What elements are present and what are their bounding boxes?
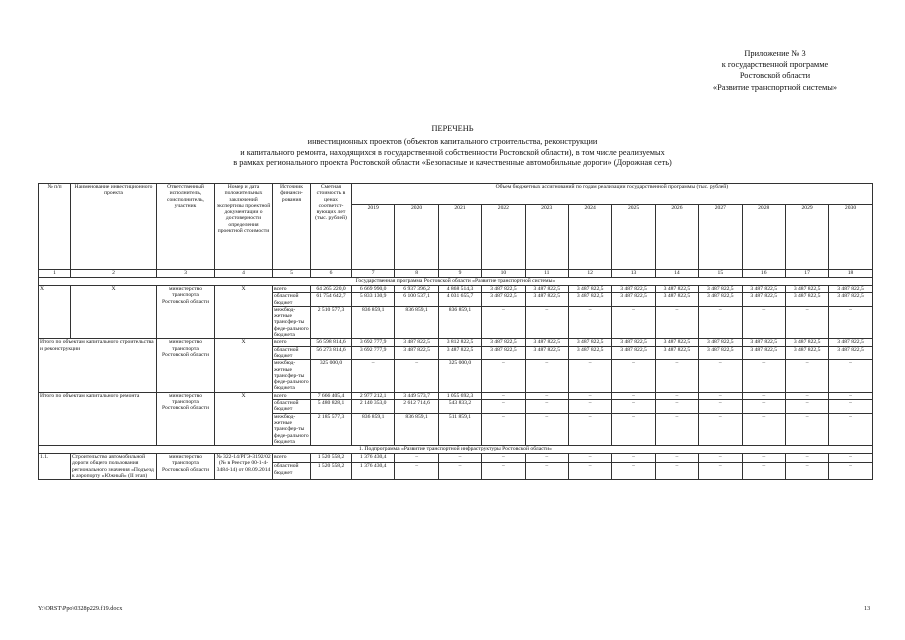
year-value-2028: – xyxy=(742,454,785,463)
year-value-2030: – xyxy=(829,392,872,399)
year-value-2030: – xyxy=(829,413,872,445)
funding-source: межбюд-жетные трансфер-ты феде-рального бюджета xyxy=(274,413,309,445)
estimated-cost: 2 185 577,3 xyxy=(311,413,352,445)
investment-projects-table xyxy=(38,183,873,480)
estimated-cost: 56 598 814,6 xyxy=(311,339,352,346)
table-row xyxy=(39,339,873,346)
year-value-2020: 836 859,1 xyxy=(395,306,438,338)
year-value-2021: 3 487 822,5 xyxy=(438,346,481,360)
year-value-2026: – xyxy=(655,463,698,480)
funding-source: областной бюджет xyxy=(273,400,311,414)
header-num: № п/п xyxy=(39,184,71,270)
appendix-line-2: к государственной программе xyxy=(721,60,829,70)
estimated-cost: 1 520 558,2 xyxy=(311,463,352,480)
year-value-2023: 3 487 822,5 xyxy=(525,339,568,346)
column-number: 13 xyxy=(612,270,655,278)
year-header-2026: 2026 xyxy=(655,205,698,270)
year-value-2019: 836 859,1 xyxy=(352,413,395,445)
year-value-2021: – xyxy=(438,454,481,463)
year-value-2021: 3 812 822,5 xyxy=(438,339,481,346)
year-value-2021: 543 833,2 xyxy=(438,400,481,414)
estimated-cost: 64 265 220,0 xyxy=(311,286,352,293)
funding-source: областной бюджет xyxy=(273,463,311,480)
year-value-2029: – xyxy=(785,463,828,480)
year-value-2023: – xyxy=(525,400,568,414)
year-value-2024: 3 487 822,5 xyxy=(568,293,611,307)
subprogram-title-row xyxy=(39,446,873,454)
year-value-2025: – xyxy=(612,400,655,414)
estimated-cost: 2 510 577,3 xyxy=(311,306,352,338)
column-number: 5 xyxy=(273,270,311,278)
year-value-2030: – xyxy=(829,306,872,338)
year-header-2025: 2025 xyxy=(612,205,655,270)
year-value-2028: 3 487 822,5 xyxy=(742,339,785,346)
year-value-2019: 6 669 990,0 xyxy=(352,286,395,293)
appendix-header xyxy=(660,48,890,93)
year-value-2030: 3 487 822,5 xyxy=(829,286,872,293)
column-number: 8 xyxy=(395,270,438,278)
document-title xyxy=(0,124,905,169)
project-executor: министерство транспорта Ростовской области xyxy=(157,454,215,480)
year-value-2026: 3 487 822,5 xyxy=(655,346,698,360)
year-value-2021: – xyxy=(438,463,481,480)
year-value-2027: – xyxy=(699,400,742,414)
project-expertise: X xyxy=(215,339,273,392)
year-value-2020: 6 937 396,2 xyxy=(395,286,438,293)
year-value-2023: – xyxy=(525,454,568,463)
project-expertise: X xyxy=(215,392,273,445)
year-value-2027: – xyxy=(699,306,742,338)
year-value-2025: 3 487 822,5 xyxy=(612,293,655,307)
year-value-2020: 2 612 714,6 xyxy=(395,400,438,414)
year-value-2026: – xyxy=(655,454,698,463)
year-value-2028: – xyxy=(742,413,785,445)
column-number: 15 xyxy=(699,270,742,278)
year-value-2021: 325 000,0 xyxy=(438,360,481,392)
funding-source: всего xyxy=(273,286,311,293)
year-value-2024: – xyxy=(568,413,611,445)
year-value-2026: 3 487 822,5 xyxy=(655,339,698,346)
project-name: Итого по объектам капитального ремонта xyxy=(39,392,157,445)
year-value-2021: 836 859,1 xyxy=(438,306,481,338)
year-header-2019: 2019 xyxy=(352,205,395,270)
column-number: 4 xyxy=(215,270,273,278)
appendix-line-4: «Развитие транспортной системы» xyxy=(712,82,838,92)
year-value-2020: 3 487 822,5 xyxy=(395,346,438,360)
year-value-2021: 4 868 514,3 xyxy=(438,286,481,293)
year-value-2026: – xyxy=(655,306,698,338)
project-num: X xyxy=(39,286,71,339)
year-value-2030: – xyxy=(829,463,872,480)
year-header-2021: 2021 xyxy=(438,205,481,270)
year-value-2021: 1 055 692,3 xyxy=(438,392,481,399)
header-volume: Объем бюджетных ассигнований по годам реализации государственной программы (тыс. рублей) xyxy=(352,184,873,205)
project-name: Строительство автомобильной дороги общего пользования регионального значения «Подъезд к аэропорту «Южный» (II этап) xyxy=(71,454,157,480)
year-value-2020: 6 100 537,1 xyxy=(395,293,438,307)
year-value-2024: – xyxy=(568,454,611,463)
year-value-2021: 4 031 655,7 xyxy=(438,293,481,307)
year-value-2029: 3 487 822,5 xyxy=(785,339,828,346)
year-value-2024: – xyxy=(568,360,611,392)
year-value-2019: 1 376 430,4 xyxy=(352,463,395,480)
funding-source: областной бюджет xyxy=(273,346,311,360)
appendix-line-3: Ростовской области xyxy=(739,71,811,81)
year-value-2026: – xyxy=(655,400,698,414)
year-value-2026: 3 487 822,5 xyxy=(655,286,698,293)
project-executor: министерство транспорта Ростовской области xyxy=(157,392,215,445)
year-value-2024: – xyxy=(568,306,611,338)
year-value-2029: – xyxy=(785,454,828,463)
table-row xyxy=(39,392,873,399)
column-number: 7 xyxy=(352,270,395,278)
year-value-2025: – xyxy=(612,306,655,338)
year-value-2022: – xyxy=(482,392,525,399)
year-value-2019: 5 833 130,9 xyxy=(352,293,395,307)
year-value-2022: 3 487 822,5 xyxy=(482,339,525,346)
header-expertise: Номер и дата положительных заключений экспертизы проектной документации о достоверности определения проектной стоимости xyxy=(215,184,273,270)
year-value-2023: – xyxy=(525,360,568,392)
funding-source: межбюд-жетные трансфер-ты феде-рального бюджета xyxy=(274,306,309,339)
year-value-2029: 3 487 822,5 xyxy=(785,346,828,360)
year-value-2020: 836 859,1 xyxy=(395,413,438,445)
column-number: 18 xyxy=(829,270,872,278)
year-header-2022: 2022 xyxy=(482,205,525,270)
column-number: 6 xyxy=(311,270,352,278)
year-value-2028: – xyxy=(742,306,785,338)
year-value-2024: 3 487 822,5 xyxy=(568,339,611,346)
year-value-2025: – xyxy=(612,360,655,392)
estimated-cost: 325 000,0 xyxy=(311,360,352,392)
year-value-2019: 836 859,1 xyxy=(352,306,395,338)
year-value-2022: 3 487 822,5 xyxy=(482,286,525,293)
year-header-2030: 2030 xyxy=(829,205,872,270)
year-value-2028: 3 487 822,5 xyxy=(742,286,785,293)
column-number: 17 xyxy=(785,270,828,278)
funding-source: всего xyxy=(273,392,311,399)
year-value-2025: – xyxy=(612,454,655,463)
year-value-2025: – xyxy=(612,463,655,480)
year-value-2022: 3 487 822,5 xyxy=(482,346,525,360)
year-value-2027: – xyxy=(699,463,742,480)
column-number: 11 xyxy=(525,270,568,278)
year-header-2024: 2024 xyxy=(568,205,611,270)
year-value-2029: – xyxy=(785,400,828,414)
year-value-2028: – xyxy=(742,400,785,414)
year-value-2023: – xyxy=(525,306,568,338)
year-value-2029: – xyxy=(785,306,828,338)
year-value-2024: 3 487 822,5 xyxy=(568,286,611,293)
column-number: 16 xyxy=(742,270,785,278)
year-value-2023: 3 487 822,5 xyxy=(525,286,568,293)
year-value-2029: 3 487 822,5 xyxy=(785,293,828,307)
estimated-cost: 61 754 642,7 xyxy=(311,293,352,307)
year-value-2019: 3 692 777,9 xyxy=(352,339,395,346)
year-value-2028: – xyxy=(742,463,785,480)
title-line-2: и капитального ремонта, находящихся в государственной собственности Ростовской области), в том числе реализуемых xyxy=(240,147,665,157)
year-value-2023: 3 487 822,5 xyxy=(525,346,568,360)
year-value-2025: – xyxy=(612,392,655,399)
year-value-2027: – xyxy=(699,360,742,392)
estimated-cost: 7 666 405,4 xyxy=(311,392,352,399)
year-value-2024: – xyxy=(568,392,611,399)
year-value-2022: – xyxy=(482,463,525,480)
footer-file-path: Y:\ORST\Ppo\0328p229.f19.docx xyxy=(38,605,123,612)
project-executor: министерство транспорта Ростовской области xyxy=(157,286,215,339)
funding-source: всего xyxy=(273,454,311,463)
year-value-2026: – xyxy=(655,413,698,445)
year-value-2019: – xyxy=(352,360,395,392)
year-value-2030: – xyxy=(829,360,872,392)
project-expertise: X xyxy=(215,286,273,339)
year-header-2020: 2020 xyxy=(395,205,438,270)
year-value-2028: – xyxy=(742,360,785,392)
column-number: 3 xyxy=(157,270,215,278)
year-value-2025: – xyxy=(612,413,655,445)
year-value-2020: – xyxy=(395,454,438,463)
year-value-2022: – xyxy=(482,454,525,463)
year-value-2025: 3 487 822,5 xyxy=(612,346,655,360)
year-value-2023: 3 487 822,5 xyxy=(525,293,568,307)
year-value-2029: 3 487 822,5 xyxy=(785,286,828,293)
year-value-2020: – xyxy=(395,360,438,392)
year-header-2023: 2023 xyxy=(525,205,568,270)
estimated-cost: 56 273 814,6 xyxy=(311,346,352,360)
title-line-3: в рамках регионального проекта Ростовской области «Безопасные и качественные автомобильные дороги» (Дорожная сеть) xyxy=(233,158,672,168)
program-title-row-cell: Государственная программа Ростовской области «Развитие транспортной системы» xyxy=(39,278,873,286)
funding-source: всего xyxy=(273,339,311,346)
year-value-2027: 3 487 822,5 xyxy=(699,346,742,360)
year-value-2027: 3 487 822,5 xyxy=(699,286,742,293)
year-value-2029: – xyxy=(785,392,828,399)
footer-page-number: 13 xyxy=(864,605,871,612)
year-value-2023: – xyxy=(525,413,568,445)
header-cost: Сметная стоимость в ценах соответст-вующих лет (тыс. рублей) xyxy=(311,184,352,270)
year-value-2023: – xyxy=(525,463,568,480)
year-value-2022: – xyxy=(482,400,525,414)
year-value-2020: 3 449 573,7 xyxy=(395,392,438,399)
project-executor: министерство транспорта Ростовской области xyxy=(157,339,215,392)
column-number: 9 xyxy=(438,270,481,278)
year-value-2019: 1 376 430,4 xyxy=(352,454,395,463)
header-source: Источник финанси-рования xyxy=(273,184,311,270)
year-value-2026: – xyxy=(655,392,698,399)
column-number: 14 xyxy=(655,270,698,278)
year-value-2027: – xyxy=(699,454,742,463)
year-value-2022: – xyxy=(482,413,525,445)
year-header-2028: 2028 xyxy=(742,205,785,270)
appendix-line-1: Приложение № 3 xyxy=(744,49,806,58)
year-value-2030: – xyxy=(829,400,872,414)
year-value-2028: 3 487 822,5 xyxy=(742,346,785,360)
year-value-2020: – xyxy=(395,463,438,480)
year-value-2022: – xyxy=(482,306,525,338)
year-value-2019: 2 977 212,1 xyxy=(352,392,395,399)
year-value-2026: – xyxy=(655,360,698,392)
year-value-2030: 3 487 822,5 xyxy=(829,346,872,360)
title-heading: ПЕРЕЧЕНЬ xyxy=(431,124,474,133)
year-value-2027: – xyxy=(699,392,742,399)
table-row xyxy=(39,286,873,293)
funding-source: областной бюджет xyxy=(273,293,311,307)
column-number: 2 xyxy=(71,270,157,278)
year-value-2022: – xyxy=(482,360,525,392)
year-header-2029: 2029 xyxy=(785,205,828,270)
year-value-2030: 3 487 822,5 xyxy=(829,293,872,307)
year-value-2025: 3 487 822,5 xyxy=(612,286,655,293)
year-value-2024: 3 487 822,5 xyxy=(568,346,611,360)
year-value-2028: 3 487 822,5 xyxy=(742,293,785,307)
project-name: X xyxy=(71,286,157,339)
year-value-2027: 3 487 822,5 xyxy=(699,339,742,346)
year-value-2028: – xyxy=(742,392,785,399)
year-value-2019: 3 692 777,9 xyxy=(352,346,395,360)
column-number: 1 xyxy=(39,270,71,278)
year-value-2020: 3 487 822,5 xyxy=(395,339,438,346)
program-title-row xyxy=(39,278,873,286)
project-name: Итого по объектам капитального строительства и реконструкции xyxy=(39,339,157,392)
year-value-2030: – xyxy=(829,454,872,463)
year-value-2027: – xyxy=(699,413,742,445)
year-value-2025: 3 487 822,5 xyxy=(612,339,655,346)
header-executor: Ответственный исполнитель, соисполнитель, участник xyxy=(157,184,215,270)
title-line-1: инвестиционных проектов (объектов капитального строительства, реконструкции xyxy=(307,137,598,147)
year-value-2024: – xyxy=(568,463,611,480)
project-expertise: № 322-14/РГЭ-3192/02 (№ в Реестре 00-1-4-3484-14) от 08.09.2014 xyxy=(215,454,273,480)
year-value-2021: 511 859,1 xyxy=(438,413,481,445)
year-value-2024: – xyxy=(568,400,611,414)
subprogram-title-row-cell: 1. Подпрограмма «Развитие транспортной инфраструктуры Ростовской области» xyxy=(39,446,873,454)
year-value-2027: 3 487 822,5 xyxy=(699,293,742,307)
table-row xyxy=(39,454,873,463)
estimated-cost: 1 520 558,2 xyxy=(311,454,352,463)
year-value-2030: 3 487 822,5 xyxy=(829,339,872,346)
year-header-2027: 2027 xyxy=(699,205,742,270)
estimated-cost: 5 480 828,1 xyxy=(311,400,352,414)
funding-source: межбюд-жетные трансфер-ты феде-рального бюджета xyxy=(274,360,309,392)
column-number: 12 xyxy=(568,270,611,278)
year-value-2026: 3 487 822,5 xyxy=(655,293,698,307)
header-name: Наименование инвестиционного проекта xyxy=(71,184,157,270)
year-value-2019: 2 140 353,0 xyxy=(352,400,395,414)
year-value-2022: 3 487 822,5 xyxy=(482,293,525,307)
project-num: 1.1. xyxy=(39,454,71,480)
column-number: 10 xyxy=(482,270,525,278)
year-value-2023: – xyxy=(525,392,568,399)
year-value-2029: – xyxy=(785,360,828,392)
year-value-2029: – xyxy=(785,413,828,445)
